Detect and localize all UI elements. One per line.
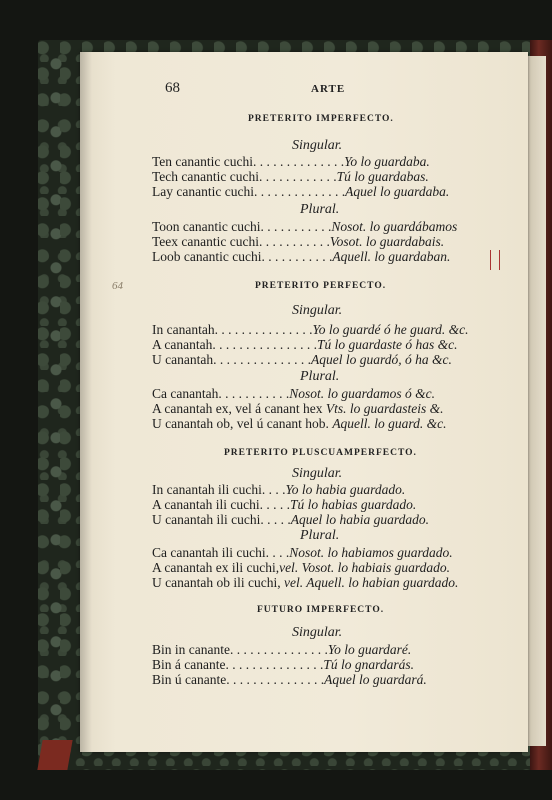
conjugation-row: A canantah ex, vel á canant hex Vts. lo guardasteis &.: [152, 401, 444, 416]
conjugation-row: Toon canantic cuchi. . . . . . . . . . .Nosot. lo guardábamos: [152, 219, 458, 234]
conjugation-row: Lay canantic cuchi. . . . . . . . . . . . . .Aquel lo guardaba.: [152, 184, 450, 199]
conjugation-row: Ten canantic cuchi. . . . . . . . . . . . . .Yo lo guardaba.: [152, 154, 430, 169]
running-title: ARTE: [311, 83, 346, 95]
conjugation-row: U canantah. . . . . . . . . . . . . . .Aquel lo guardó, ó ha &c.: [152, 352, 452, 367]
conjugation-row: U canantah ob, vel ú canant hob. Aquell. lo guard. &c.: [152, 416, 447, 431]
conjugation-row: Bin in canante. . . . . . . . . . . . . . .Yo lo guardaré.: [152, 642, 412, 657]
conjugation-row: Tech canantic cuchi. . . . . . . . . . . .Tú lo guardabas.: [152, 169, 429, 184]
conjugation-row: Teex canantic cuchi. . . . . . . . . . .Vosot. lo guardabais.: [152, 234, 445, 249]
number-label: Singular.: [292, 625, 343, 640]
page-number: 68: [165, 80, 180, 96]
section-heading: FUTURO IMPERFECTO.: [257, 605, 385, 615]
conjugation-row: Bin á canante. . . . . . . . . . . . . . .Tú lo gnardarás.: [152, 657, 414, 672]
number-label: Plural.: [300, 202, 340, 217]
conjugation-row: A canantah ili cuchi. . . . .Tú lo habias guardado.: [152, 497, 417, 512]
facing-page-edge: [528, 56, 546, 746]
conjugation-row: U canantah ili cuchi. . . . .Aquel lo habia guardado.: [152, 512, 429, 527]
conjugation-row: Loob canantic cuchi. . . . . . . . . . .Aquell. lo guardaban.: [152, 249, 451, 264]
conjugation-row: In canantah. . . . . . . . . . . . . . .Yo lo guardé ó he guard. &c.: [152, 322, 469, 337]
number-label: Singular.: [292, 466, 343, 481]
conjugation-row: U canantah ob ili cuchi, vel. Aquell. lo habian guardado.: [152, 575, 459, 590]
gutter-shadow: [80, 52, 92, 752]
number-label: Singular.: [292, 303, 343, 318]
margin-annotation: 64: [112, 280, 123, 292]
red-pencil-mark: [490, 250, 500, 270]
conjugation-row: In canantah ili cuchi. . . .Yo lo habia guardado.: [152, 482, 406, 497]
conjugation-row: Ca canantah. . . . . . . . . . .Nosot. lo guardamos ó &c.: [152, 386, 435, 401]
conjugation-row: A canantah. . . . . . . . . . . . . . . .Tú lo guardaste ó has &c.: [152, 337, 458, 352]
conjugation-row: Bin ú canante. . . . . . . . . . . . . . .Aquel lo guardará.: [152, 672, 427, 687]
conjugation-row: Ca canantah ili cuchi. . . .Nosot. lo habiamos guardado.: [152, 545, 453, 560]
section-heading: PRETERITO IMPERFECTO.: [248, 114, 394, 124]
cover-corner: [37, 740, 72, 770]
number-label: Plural.: [300, 528, 340, 543]
section-heading: PRETERITO PLUSCUAMPERFECTO.: [224, 448, 417, 458]
number-label: Singular.: [292, 138, 343, 153]
conjugation-row: A canantah ex ili cuchi,vel. Vosot. lo habiais guardado.: [152, 560, 450, 575]
number-label: Plural.: [300, 369, 340, 384]
section-heading: PRETERITO PERFECTO.: [255, 281, 387, 291]
